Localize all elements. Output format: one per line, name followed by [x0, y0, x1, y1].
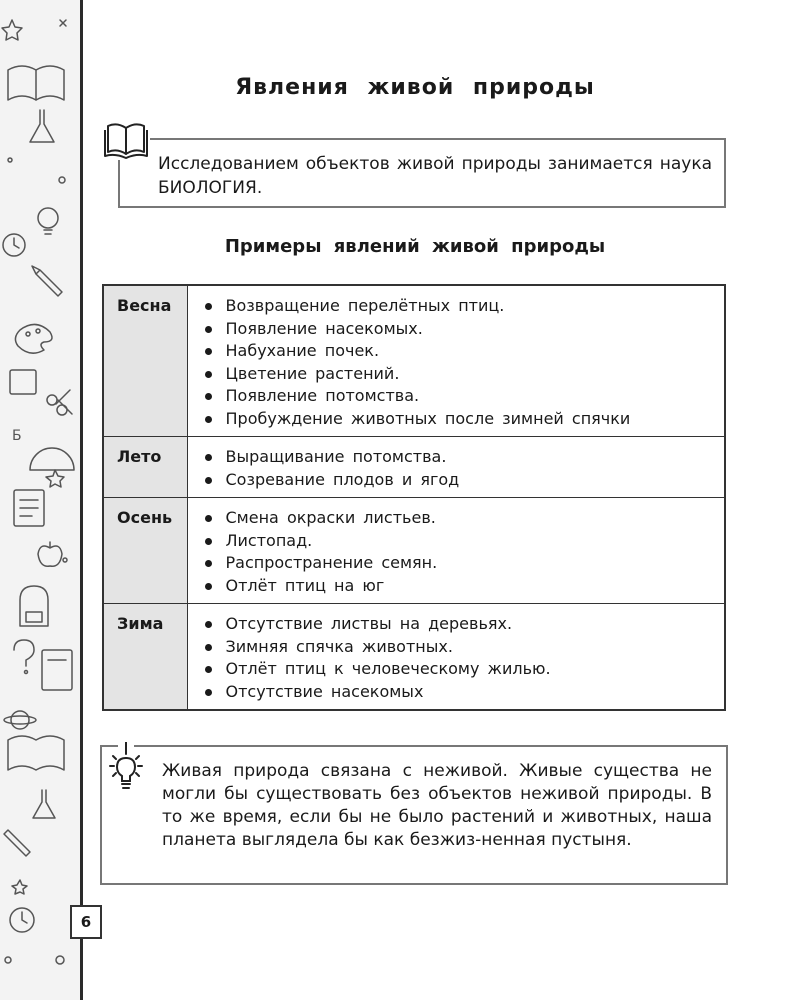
list-item: Цветение растений.: [202, 363, 717, 386]
list-item: Отлёт птиц к человеческому жилью.: [202, 658, 717, 681]
list-item: Отлёт птиц на юг: [202, 575, 717, 598]
book-icon: [102, 120, 150, 160]
season-items: [187, 498, 725, 604]
list-item: Набухание почек.: [202, 340, 717, 363]
list-item: Распространение семян.: [202, 552, 717, 575]
svg-text:Б: Б: [12, 428, 22, 444]
table-row: [103, 604, 725, 711]
page-title: Явления живой природы: [235, 75, 595, 100]
lightbulb-icon: [106, 742, 146, 798]
table-row: [103, 285, 725, 437]
info-text: Исследованием объектов живой природы занимается наука БИОЛОГИЯ.: [158, 154, 712, 198]
list-item: Листопад.: [202, 530, 717, 553]
table-subtitle: Примеры явлений живой природы: [224, 236, 606, 257]
list-item: Пробуждение животных после зимней спячки: [202, 408, 717, 431]
school-doodles-icon: [0, 0, 80, 1000]
season-items: [187, 285, 725, 437]
list-item: Смена окраски листьев.: [202, 507, 717, 530]
note-text: Живая природа связана с неживой. Живые существа не могли бы существовать без объектов неживой природы. В то же время, если бы не было растений и животных, наша планета выглядела бы как безжиз-ненная пустыня.: [162, 761, 712, 850]
season-label: Осень: [103, 498, 187, 604]
season-label: Лето: [103, 437, 187, 498]
seasons-table: [102, 284, 726, 711]
sidebar-doodles: [0, 0, 83, 1000]
table-row: [103, 437, 725, 498]
page-number: 6: [70, 905, 102, 939]
list-item: Отсутствие листвы на деревьях.: [202, 613, 717, 636]
season-items: [187, 437, 725, 498]
table-row: [103, 498, 725, 604]
list-item: Появление потомства.: [202, 385, 717, 408]
list-item: Зимняя спячка животных.: [202, 636, 717, 659]
list-item: Отсутствие насекомых: [202, 681, 717, 704]
season-label: Зима: [103, 604, 187, 711]
list-item: Появление насекомых.: [202, 318, 717, 341]
list-item: Выращивание потомства.: [202, 446, 717, 469]
list-item: Возвращение перелётных птиц.: [202, 295, 717, 318]
list-item: Созревание плодов и ягод: [202, 469, 717, 492]
season-items: [187, 604, 725, 711]
season-label: Весна: [103, 285, 187, 437]
